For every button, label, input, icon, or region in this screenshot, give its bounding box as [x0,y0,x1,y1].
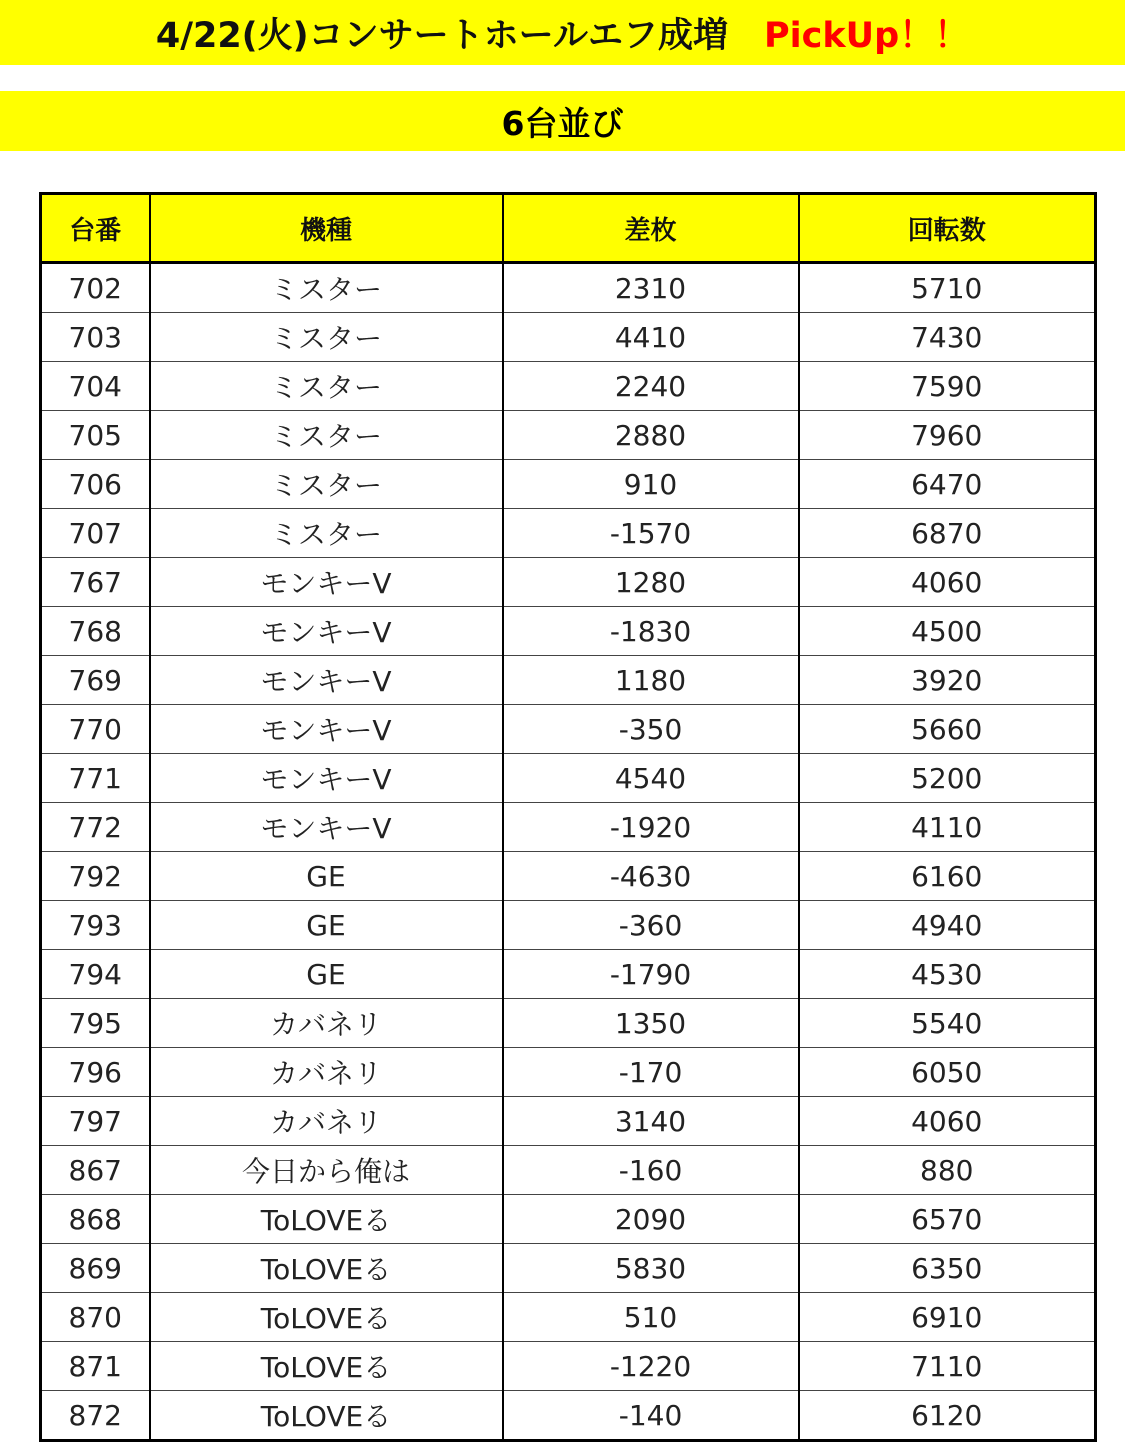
cell-machine-number: 771 [41,754,150,803]
cell-machine-number: 793 [41,901,150,950]
column-header-coin-difference: 差枚 [503,194,799,263]
table-row [41,1097,1096,1146]
cell-spin-count: 7110 [799,1342,1096,1391]
cell-coin-difference: 4410 [503,313,799,362]
cell-coin-difference: -140 [503,1391,799,1441]
cell-model: ミスター [150,263,503,313]
table-row [41,460,1096,509]
table-row [41,754,1096,803]
cell-spin-count: 6350 [799,1244,1096,1293]
cell-coin-difference: -170 [503,1048,799,1097]
cell-machine-number: 706 [41,460,150,509]
cell-coin-difference: 4540 [503,754,799,803]
cell-coin-difference: -1830 [503,607,799,656]
column-header-spin-count: 回転数 [799,194,1096,263]
cell-spin-count: 4110 [799,803,1096,852]
cell-coin-difference: -4630 [503,852,799,901]
cell-model: 今日から俺は [150,1146,503,1195]
table-row [41,999,1096,1048]
table-row [41,313,1096,362]
cell-spin-count: 5200 [799,754,1096,803]
column-header-model: 機種 [150,194,503,263]
table-header-row [41,194,1096,263]
cell-coin-difference: 2090 [503,1195,799,1244]
cell-machine-number: 868 [41,1195,150,1244]
cell-coin-difference: 5830 [503,1244,799,1293]
cell-machine-number: 705 [41,411,150,460]
table-row [41,803,1096,852]
table-row [41,1195,1096,1244]
cell-model: モンキーV [150,656,503,705]
cell-spin-count: 4940 [799,901,1096,950]
table-row [41,950,1096,999]
cell-machine-number: 871 [41,1342,150,1391]
subtitle-banner [0,91,1125,151]
table-row [41,1146,1096,1195]
cell-model: カバネリ [150,999,503,1048]
table-row [41,607,1096,656]
table-row [41,509,1096,558]
cell-machine-number: 797 [41,1097,150,1146]
cell-machine-number: 770 [41,705,150,754]
cell-spin-count: 6470 [799,460,1096,509]
cell-model: ミスター [150,411,503,460]
cell-spin-count: 7430 [799,313,1096,362]
table-row [41,1293,1096,1342]
cell-spin-count: 5710 [799,263,1096,313]
cell-model: ToLOVEる [150,1195,503,1244]
cell-model: モンキーV [150,558,503,607]
cell-model: ミスター [150,313,503,362]
cell-spin-count: 6910 [799,1293,1096,1342]
table-row [41,1391,1096,1441]
cell-machine-number: 767 [41,558,150,607]
cell-spin-count: 5660 [799,705,1096,754]
cell-coin-difference: 510 [503,1293,799,1342]
cell-model: GE [150,901,503,950]
page-subtitle: 6台並び [501,103,624,143]
cell-spin-count: 3920 [799,656,1096,705]
column-header-machine-number: 台番 [41,194,150,263]
table-row [41,362,1096,411]
cell-machine-number: 795 [41,999,150,1048]
cell-machine-number: 869 [41,1244,150,1293]
cell-machine-number: 702 [41,263,150,313]
cell-model: ミスター [150,362,503,411]
table-row [41,705,1096,754]
cell-coin-difference: 3140 [503,1097,799,1146]
cell-machine-number: 707 [41,509,150,558]
cell-spin-count: 6570 [799,1195,1096,1244]
cell-coin-difference: 1350 [503,999,799,1048]
cell-spin-count: 4530 [799,950,1096,999]
table-row [41,411,1096,460]
cell-machine-number: 772 [41,803,150,852]
cell-model: ミスター [150,509,503,558]
cell-machine-number: 867 [41,1146,150,1195]
table-row [41,263,1096,313]
cell-spin-count: 6870 [799,509,1096,558]
table-row [41,1048,1096,1097]
cell-coin-difference: 910 [503,460,799,509]
cell-coin-difference: 2880 [503,411,799,460]
cell-machine-number: 704 [41,362,150,411]
cell-coin-difference: -160 [503,1146,799,1195]
cell-spin-count: 4060 [799,558,1096,607]
table-row [41,1244,1096,1293]
table-row [41,901,1096,950]
cell-machine-number: 796 [41,1048,150,1097]
cell-coin-difference: 2310 [503,263,799,313]
cell-model: GE [150,950,503,999]
cell-model: モンキーV [150,607,503,656]
pickup-label: PickUp！！ [763,15,970,56]
cell-model: カバネリ [150,1097,503,1146]
cell-spin-count: 4500 [799,607,1096,656]
cell-coin-difference: -1790 [503,950,799,999]
cell-model: GE [150,852,503,901]
cell-machine-number: 769 [41,656,150,705]
cell-spin-count: 6050 [799,1048,1096,1097]
cell-model: ToLOVEる [150,1244,503,1293]
cell-machine-number: 703 [41,313,150,362]
table-row [41,558,1096,607]
cell-model: モンキーV [150,705,503,754]
cell-model: ToLOVEる [150,1391,503,1441]
cell-model: モンキーV [150,754,503,803]
cell-spin-count: 880 [799,1146,1096,1195]
page-title: 4/22(火)コンサートホールエフ成増 [155,15,728,56]
cell-model: カバネリ [150,1048,503,1097]
cell-spin-count: 4060 [799,1097,1096,1146]
cell-model: ToLOVEる [150,1293,503,1342]
table-row [41,852,1096,901]
cell-spin-count: 6160 [799,852,1096,901]
title-banner [0,0,1125,65]
table-row [41,1342,1096,1391]
table-row [41,656,1096,705]
table-body [41,263,1096,1441]
machine-data-table [39,192,1097,1442]
cell-spin-count: 7960 [799,411,1096,460]
cell-coin-difference: 1280 [503,558,799,607]
cell-coin-difference: -1570 [503,509,799,558]
cell-spin-count: 5540 [799,999,1096,1048]
cell-machine-number: 792 [41,852,150,901]
cell-machine-number: 870 [41,1293,150,1342]
cell-coin-difference: -1220 [503,1342,799,1391]
cell-spin-count: 7590 [799,362,1096,411]
cell-machine-number: 768 [41,607,150,656]
cell-coin-difference: 2240 [503,362,799,411]
cell-model: モンキーV [150,803,503,852]
cell-coin-difference: -350 [503,705,799,754]
cell-machine-number: 872 [41,1391,150,1441]
cell-coin-difference: -1920 [503,803,799,852]
cell-model: ToLOVEる [150,1342,503,1391]
cell-machine-number: 794 [41,950,150,999]
cell-model: ミスター [150,460,503,509]
cell-spin-count: 6120 [799,1391,1096,1441]
cell-coin-difference: -360 [503,901,799,950]
cell-coin-difference: 1180 [503,656,799,705]
